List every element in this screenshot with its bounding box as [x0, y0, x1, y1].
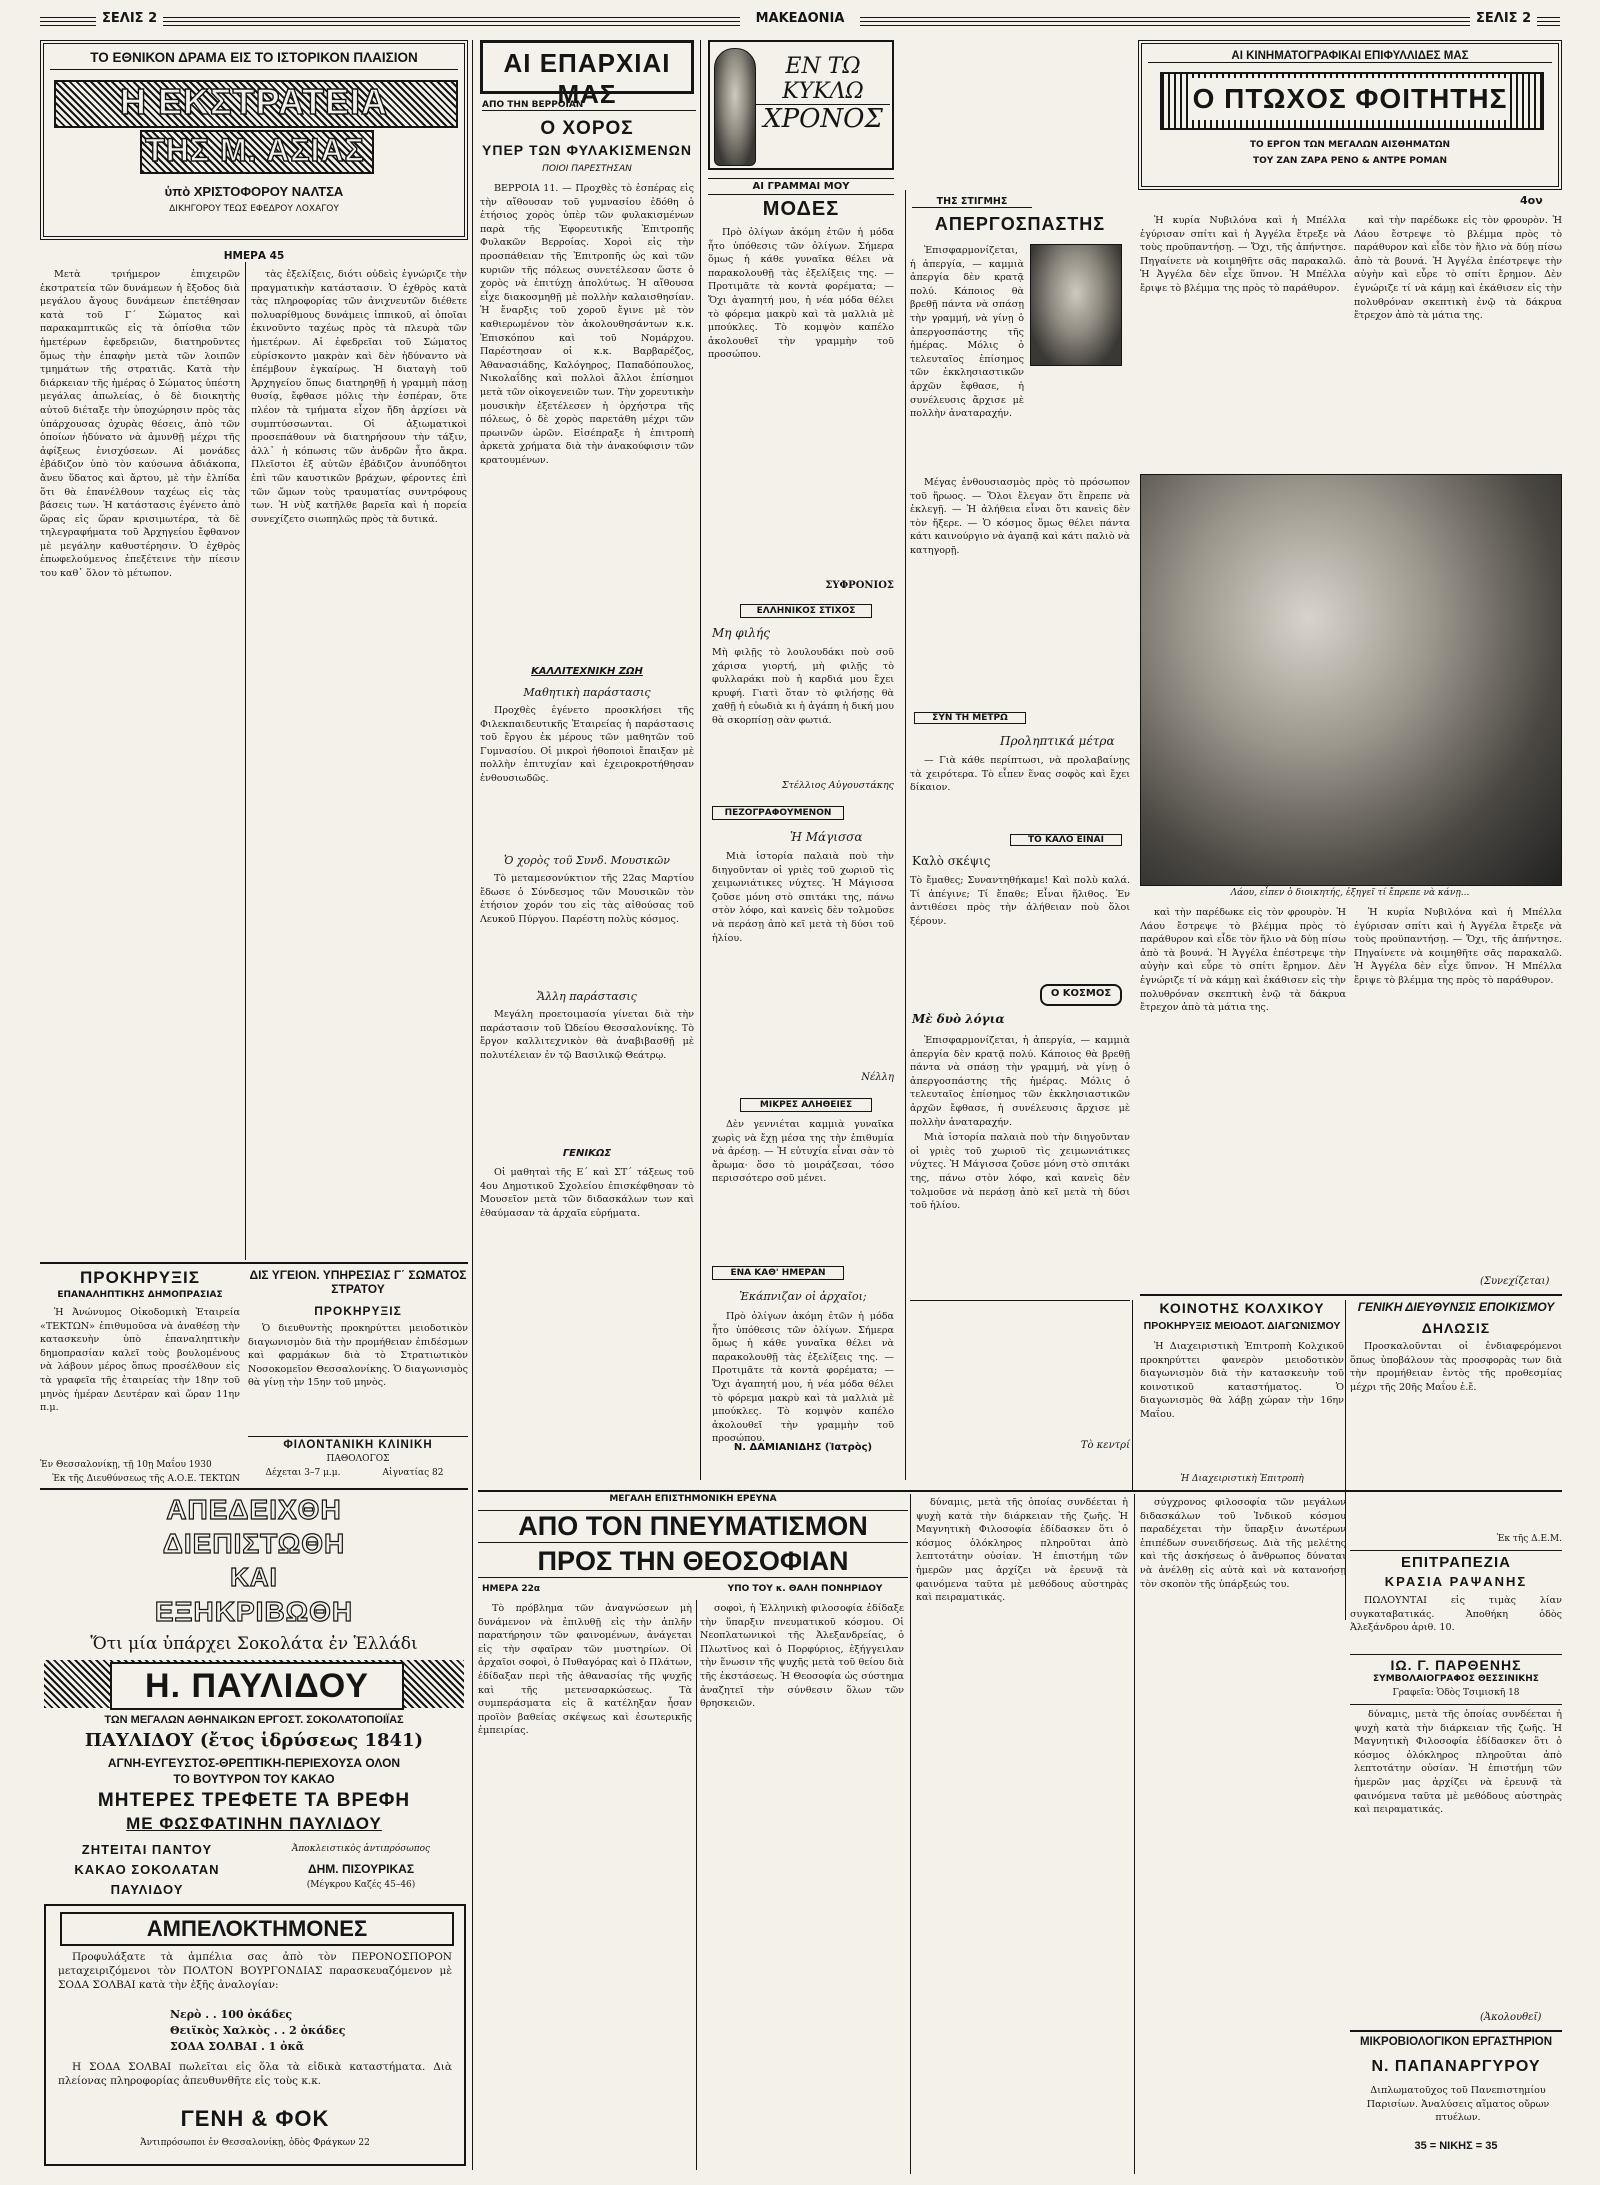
truths-tag: ΜΙΚΡΕΣ ΑΛΗΘΕΙΕΣ	[740, 1098, 872, 1112]
announcement-sign: Ἐκ τῆς Διευθύνσεως τῆς Α.Ο.Ε. ΤΕΚΤΩΝ	[52, 1474, 240, 1484]
health-hours: Δέχεται 3–7 μ.μ.	[265, 1468, 341, 1478]
spirit-title-1: ΑΠΟ ΤΟΝ ΠΝΕΥΜΑΤΙΣΜΟΝ	[478, 1510, 908, 1543]
cinema-kicker: ΑΙ ΚΙΝΗΜΑΤΟΓΡΑΦΙΚΑΙ ΕΠΙΦΥΛΛΙΔΕΣ ΜΑΣ	[1148, 50, 1552, 63]
chocolate-line-3: ΚΑΙ	[230, 1562, 278, 1592]
chocolate-ask-2: ΚΑΚΑΟ ΣΟΚΟΛΑΤΑΝ	[74, 1862, 220, 1877]
cinema-caption: Λάου, εἶπεν ὁ διοικητής, ἐξηγεῖ τί ἔπρεπε νὰ κάνῃ...	[1230, 888, 1470, 898]
magic-text	[712, 850, 894, 1070]
kolchiko-title: ΚΟΙΝΟΤΗΣ ΚΟΛΧΙΚΟΥ	[1159, 1300, 1325, 1316]
supply-text-para: Προσκαλοῦνται οἱ ἐνδιαφερόμενοι ὅπως ὑποβάλουν τὰς προσφορὰς των διὰ τὴν προμήθειαν ἐντὸς τῆς προθεσμίας μέχρι τῆς 20ῆς Μαΐου ἐ.ἔ.	[1350, 1341, 1562, 1393]
chocolate-agent: Ἀποκλειστικὸς ἀντιπρόσωπος	[291, 1844, 431, 1854]
health-office-2: ΠΑΘΟΛΟΓΟΣ	[326, 1454, 390, 1464]
spirit-column-rule-1	[696, 1600, 697, 2170]
kosmos-text	[910, 1034, 1130, 1434]
health-title: ΔΙΣ ΥΓΕΙΟΝ. ΥΠΗΡΕΣΙΑΣ Γ΄ ΣΩΜΑΤΟΣ ΣΤΡΑΤΟΥ	[249, 1268, 467, 1296]
poem-text-para: Μὴ φιλῇς τὸ λουλουδάκι ποὺ σοῦ χάρισα γιορτή, μὴ φιλῇς τὸ φυλλαράκι ποὺ ἡ καρδιά μου ἔχει κρυφή. Γιατὶ ὅταν τὸ φιλήσῃς θὰ χαθῇ ἡ εὐωδιὰ κι ἡ ἀγάπη ἡ δική μου θὰ σκορπίσῃ σὰν φωτιά.	[712, 647, 894, 726]
pharmacy-title: ΜΙΚΡΟΒΙΟΛΟΓΙΚΟΝ ΕΡΓΑΣΤΗΡΙΟΝ	[1359, 2036, 1553, 2048]
magic-signature: Νέλλη	[861, 1072, 894, 1083]
ravani-address: Γραφεῖα: Ὁδὸς Τσιμισκῆ 18	[1392, 1688, 1520, 1698]
cinema-text-col-4-para: Ἡ κυρία Νυβιλόνα καὶ ἡ Μπέλλα ἐγύρισαν σπίτι καὶ ἡ Ἀγγέλα ἔτρεξε νὰ τοὺς προϋπαντήσῃ. — Ὄχι, τῆς ἀπήντησε. Πηγαίνετε νὰ κοιμηθῆτε σᾶς παρακαλῶ. Ἡ Ἀγγέλα δὲν εἶχε ὕπνον. Ἡ Μπέλλα ἔριψε τὸ βλέμμα της πρὸς τὸ παράθυρον.	[1354, 907, 1562, 986]
poem-title: Μη φιλής	[712, 626, 770, 640]
lit-text-4	[480, 1166, 694, 1296]
cinema-text-col-3	[1140, 906, 1346, 1288]
lit-text-2	[480, 872, 694, 982]
stigmi-tag: ΤΗΣ ΣΤΙΓΜΗΣ	[912, 196, 1032, 208]
pharmacy-top-rule	[1350, 2030, 1562, 2032]
right-filler-text-para: δύναμις, μετὰ τῆς ὁποίας συνδέεται ἡ ψυχὴ κατὰ τὴν διάρκειαν τῆς ζωῆς. Ἡ Μαγνητικὴ Φιλοσοφία ἐδίδασκεν ὅτι ὁ κόσμος ὁλόκληρος πληροῦται ἀπὸ λεπτοτάτην οὐσίαν. Ἡ ἐπιστήμη τῶν ἡμερῶν μας ἀρχίζει νὰ ἐρευνᾷ τὰ φαινόμενα ταῦτα μὲ μεθόδους αὐστηρὰς καὶ πειραματικάς.	[1354, 1709, 1562, 1816]
vine-text-para: Προφυλάξατε τὰ ἀμπέλια σας ἀπὸ τὸν ΠΕΡΟΝΟΣΠΟΡΟΝ μεταχειριζόμενοι τὸν ΠΟΛΤΟΝ ΒΟΥΡΓΟΝΔΙΑΣ παρασκευαζόμενον μὲ ΣΟΔΑ ΣΟΛΒΑΙ κατὰ τὴν ἑξῆς ἀναλογίαν:	[58, 1951, 452, 1991]
column-rule-2	[472, 40, 473, 2170]
poem-tag: ΕΛΛΗΝΙΚΟΣ ΣΤΙΧΟΣ	[740, 604, 872, 618]
kolchiko-sub: ΠΡΟΚΗΡΥΞΙΣ ΜΕΙΟΔΟΤ. ΔΙΑΓΩΝΙΣΜΟΥ	[1143, 1320, 1341, 1332]
cinema-still-photo	[1140, 474, 1562, 886]
supply-sign: Ἐκ τῆς Δ.Ε.Μ.	[1496, 1534, 1562, 1544]
kosmos-signature: Τὸ κεντρί	[1080, 1440, 1130, 1451]
spirit-text-col-4	[1140, 1496, 1346, 2172]
magic-title: Ἡ Μάγισσα	[790, 830, 863, 844]
paper-name: ΜΑΚΕΔΟΝΙΑ	[755, 11, 845, 26]
health-text-para: Ὁ διευθυντὴς προκηρύττει μειοδοτικὸν διαγωνισμὸν διὰ τὴν προμήθειαν ἐπιδέσμων καὶ φαρμάκων διὰ τὸ Στρατιωτικὸν Νοσοκομεῖον Θεσσαλονίκης. Ὁ διαγωνισμὸς θὰ γίνῃ τὴν 15ην τοῦ μηνὸς.	[248, 1323, 468, 1389]
health-office: ΦΙΛΟΝΤΑΝΙΚΗ ΚΛΙΝΙΚΗ	[248, 1436, 468, 1451]
chocolate-mothers: ΜΗΤΕΡΕΣ ΤΡΕΦΕΤΕ ΤΑ ΒΡΕΦΗ	[97, 1790, 411, 1811]
announcement-date: Ἐν Θεσσαλονίκῃ, τῇ 10ῃ Μαΐου 1930	[40, 1460, 212, 1470]
vine-text	[58, 1950, 452, 2006]
announcement-text-para: Ἡ Ἀνώνυμος Οἰκοδομικὴ Ἑταιρεία «ΤΕΚΤΩΝ» ἐπιθυμοῦσα νὰ ἀναθέσῃ τὴν κατασκευὴν ὑπὸ ἐπαναληπτικὴν δημοπρασίαν καλεῖ τοὺς βουλομένους νὰ λάβουν μέρος ὅπως προσέλθουν εἰς τὰ γραφεῖα τῆς ἑταιρείας τὴν 18ην τοῦ μηνὸς ἡμέραν Δευτέραν καὶ ὥραν 11ην π.μ.	[40, 1307, 240, 1414]
drama-title-2: ΤΗΣ Μ. ΑΣΙΑΣ	[145, 132, 365, 168]
lit-text-3	[480, 1008, 694, 1138]
chocolate-ask: ΖΗΤΕΙΤΑΙ ΠΑΝΤΟΥ	[81, 1842, 213, 1857]
column-rule-3	[700, 40, 701, 1480]
supply-sub: ΔΗΛΩΣΙΣ	[1421, 1320, 1491, 1336]
cinema-title: Ο ΠΤΩΧΟΣ ΦΟΙΤΗΤΗΣ	[1190, 78, 1510, 120]
kosmos-text-para: Ἐπισφαρμονίζεται, ἡ ἀπεργία, — καμμιὰ ἀπεργία δὲν κρατᾷ πολύ. Κάποιος θὰ βρεθῇ πάντα νὰ σπάσῃ τὴν γραμμή, νὰ γίνῃ ὁ ἀπεργοσπάστης τῆς ἡμέρας. Μόλις ὁ τελευταῖος ἐπίσημος τῶν ἐκκλησιαστικῶν ἀρχῶν ἔφθασε, ἡ συνέλευσις ἄρχισε μὲ πολλὴν ἀναταραχήν.	[910, 1035, 1130, 1128]
right-lower-top-rule	[1140, 1294, 1562, 1296]
ravani-name: ΙΩ. Γ. ΠΑΡΘΕΝΗΣ	[1350, 1654, 1562, 1673]
drama-text-col-1	[40, 268, 240, 1258]
provinces-title-2: ΥΠΕΡ ΤΩΝ ΦΥΛΑΚΙΣΜΕΝΩΝ	[482, 142, 692, 158]
right-col-rule	[1350, 1704, 1562, 1705]
lit-text-3-para: Μεγάλη προετοιμασία γίνεται διὰ τὴν παράστασιν τοῦ Ὠδείου Θεσσαλονίκης. Τὸ ἔργον καλλιτεχνικὸν θὰ ἀναβιβασθῇ μὲ πολυτέλειαν ἐν τῷ Βασιλικῷ Θεάτρῳ.	[480, 1009, 694, 1061]
supply-title: ΓΕΝΙΚΗ ΔΙΕΥΘΥΝΣΙΣ ΕΠΟΙΚΙΣΜΟΥ	[1357, 1300, 1555, 1314]
kolchiko-sign: Ἡ Διαχειριστικὴ Ἐπιτροπὴ	[1180, 1474, 1304, 1484]
woman-text-para: Πρὸ ὀλίγων ἀκόμη ἐτῶν ἡ μόδα ἦτο ὑπόθεσις τῶν ὀλίγων. Σήμερα ὅμως ἡ κάθε γυναῖκα θέλει νὰ παρακολουθῇ τὰς ἐξελίξεις της. — Προτιμᾶτε τὰ κοντὰ φορέματα; — Ὄχι ἀγαπητή μου, ἡ νέα μόδα θέλει τὸ φόρεμα μακρὺ καὶ τὰ μαλλιὰ μὲ μπούκλες. Τὸ κομψὸν καπέλο ἀκολουθεῖ τὴν γραμμὴν τοῦ προσώπου.	[708, 227, 894, 361]
chocolate-agent-2: ΔΗΜ. ΠΙΣΟΥΡΙΚΑΣ	[307, 1862, 415, 1876]
page-number-right: ΣΕΛΙΣ 2	[1470, 11, 1537, 26]
provinces-sub: ΠΟΙΟΙ ΠΑΡΕΣΤΗΣΑΝ	[542, 164, 632, 174]
spirit-text-col-4-para: σύγχρονος φιλοσοφία τῶν μεγάλων διδασκάλων τοῦ Ἰνδικοῦ κόσμου παραδέχεται τὴν ὕπαρξιν ἀνωτέρων ἐπιπέδων συνειδήσεως. Διὰ τῆς μελέτης καὶ τῆς ἀσκήσεως ὁ ἄνθρωπος δύναται νὰ ἀνέλθῃ εἰς αὐτὰ καὶ νὰ κατανοήσῃ τὸν σκοπὸν τῆς ὑπάρξεώς του.	[1140, 1497, 1346, 1590]
spirit-title-2: ΠΡΟΣ ΤΗΝ ΘΕΟΣΟΦΙΑΝ	[478, 1546, 908, 1578]
spirit-text-col-2-para: σοφοὶ, ἡ Ἑλληνικὴ φιλοσοφία ἐδίδαξε τὴν ὕπαρξιν πνευματικοῦ κόσμου. Οἱ Νεοπλατωνικοὶ τῆς Ἀλεξανδρείας, ὁ Πλωτῖνος καὶ ὁ Πορφύριος, ἐξήγγειλαν τὴν ἕνωσιν τῆς ψυχῆς μετὰ τοῦ θείου διὰ τῆς ἐκστάσεως. Ἡ Θεοσοφία ὡς σύστημα ἀναζητεῖ τὴν σύνθεσιν ὅλων τῶν θρησκειῶν.	[700, 1603, 904, 1710]
cinema-sub-1: ΤΟ ΕΡΓΟΝ ΤΩΝ ΜΕΓΑΛΩΝ ΑΙΣΘΗΜΑΤΩΝ	[1249, 140, 1451, 150]
chocolate-line-5: Ὅτι μία ὑπάρχει Σοκολάτα ἐν Ἑλλάδι	[90, 1634, 418, 1654]
vine-recipe-2: Θειϊκὸς Χαλκὸς . . 2 ὀκάδες	[170, 2024, 346, 2037]
stigmi-text	[910, 244, 1024, 474]
vine-agent: Ἀντιπρόσωποι ἐν Θεσσαλονίκῃ, ὁδὸς Φράγκων 22	[140, 2138, 370, 2148]
column-rule-1	[245, 250, 246, 1260]
health-text	[248, 1322, 468, 1432]
health-sub: ΠΡΟΚΗΡΥΞΙΣ	[314, 1304, 402, 1318]
skepsis-text	[910, 874, 1130, 974]
chocolate-line-2: ΔΙΕΠΙΣΤΩΘΗ	[162, 1528, 346, 1559]
lit-subtitle-4: ΓΕΝΙΚΩΣ	[562, 1148, 612, 1159]
woman-text	[708, 226, 894, 576]
chocolate-since: ΠΑΥΛΙΔΟΥ (ἔτος ἱδρύσεως 1841)	[84, 1730, 424, 1751]
announcement-text	[40, 1306, 240, 1456]
vine-firm: ΓΕΝΗ & ΦΟΚ	[180, 2106, 330, 2131]
vine-recipe-3: ΣΟΔΑ ΣΟΛΒΑΙ . 1 ὀκᾶ	[170, 2040, 305, 2053]
ravani-role: ΣΥΜΒΟΛΑΙΟΓΡΑΦΟΣ ΘΕΣΣΙΝΙΚΗΣ	[1373, 1674, 1539, 1684]
skepsis-text-para: Τὸ ἔμαθες; Συναντηθήκαμε! Καὶ πολὺ καλά. Τί ἀπέγινε; Τί ἔπαθε; Εἶναι ἥλιθος. Ἐν ἀντιθέσει πρὸς τὴν ἀλήθειαν ποὺ ὅλοι ξέρουν.	[910, 875, 1130, 927]
chocolate-phosphatine: ΜΕ ΦΩΣΦΑΤΙΝΗΝ ΠΑΥΛΙΔΟΥ	[126, 1814, 382, 1833]
chocolate-agent-3: (Μέγκρου Καζές 45–46)	[306, 1880, 416, 1890]
lit-text	[480, 704, 694, 844]
cinema-text-col-2	[1354, 214, 1562, 468]
woman-logo-face-icon	[714, 48, 756, 166]
spirit-byline: ΥΠΟ ΤΟΥ κ. ΘΑΛΗ ΠΟΝΗΡΙΔΟΥ	[727, 1584, 883, 1594]
prolipsi-tag: ΣΥΝ ΤΗ ΜΕΤΡΩ	[914, 712, 1026, 724]
kosmos-text-para-2: Μιὰ ἱστορία παλαιὰ ποὺ τὴν διηγοῦνταν οἱ γριὲς τοῦ χωριοῦ τὶς χειμωνιάτικες νύχτες. Ἡ Μάγισσα ζοῦσε μόνη στὸ σπιτάκι της, πάνω στὸν λόφο, καὶ κανεὶς δὲν τολμοῦσε νὰ περάσῃ ἀπὸ κεῖ μετὰ τὴ δύσι τοῦ ἡλίου.	[910, 1132, 1130, 1212]
drama-byline: ὑπὸ ΧΡΙΣΤΟΦΟΡΟΥ ΝΑΛΤΣΑ	[164, 184, 344, 199]
truths-text	[712, 1118, 894, 1258]
spirit-end: (Ἀκολουθεῖ)	[1480, 2012, 1542, 2023]
supply-text	[1350, 1340, 1562, 1530]
column-rule-5	[1132, 1300, 1133, 1490]
column-rule-4	[905, 190, 906, 1480]
masthead-bar-right	[860, 14, 1560, 26]
naval-box	[910, 1300, 1130, 1301]
drama-text-col-1-para: Μετὰ τριήμερον ἐπιχειρῶν ἐκστρατεία τῶν δυνάμεων ἡ ἔξοδος διὰ μεγάλου ἄγους δυνάμεων ἐπετέθησαν κατὰ τοῦ Γ΄ Σώματος καὶ παρακαμπτικῶς εἰς τὰ ὀπίσθια τῶν ἡμετέρων ἐφεδρειῶν, διατηροῦντες ὅμως τὴν ἐπαφὴν μετὰ τῶν λοιπῶν τμημάτων τῆς στρατιᾶς. Κατὰ τὴν διάρκειαν τῆς ἡμέρας ὁ Σώματος ὑπέστη μεγάλας ἀπωλείας, ὁ δὲ διοικητὴς αὐτοῦ διέταξε τὴν ὑποχώρησιν πρὸς τὰς ὑπάρχουσας ὀχυρὰς θέσεις, ἀπὸ τῶν ὁποίων ἠδύνατο νὰ ἀμυνθῇ μέχρι τῆς ἀφίξεως ἐνισχύσεων. Αἱ μονάδες ἐβάδιζον ὑπὸ τὸν καύσωνα ἀδιάκοπα, ἄνευ ὕδατος καὶ ἄρτου, μὲ τὴν ἐλπίδα ὅτι θὰ ἐπανέλθουν ταχέως εἰς τὰς βάσεις των. Ἡ κατάστασις ἐγένετο ἀπὸ ὥρας εἰς ὥραν κρισιμωτέρα, τὰ δὲ τηλεγραφήματα τοῦ Ἀρχηγείου ἔφθανον μὲ μεγάλην καθυστέρησιν. Ὁ ἐχθρὸς ἐπωφελούμενος ἐπεξέτεινε τὴν πίεσιν του καθ᾿ ὅλον τὸ μέτωπον.	[40, 269, 240, 580]
lit-subtitle-3: Ἄλλη παράστασις	[537, 990, 637, 1003]
kath-tag: ΕΝΑ ΚΑΘ' ΗΜΕΡΑΝ	[712, 1266, 844, 1280]
magic-text-para: Μιὰ ἱστορία παλαιὰ ποὺ τὴν διηγοῦνταν οἱ γριὲς τοῦ χωριοῦ τὶς χειμωνιάτικες νύχτες. Ἡ Μάγισσα ζοῦσε μόνη στὸ σπιτάκι της, πάνω στὸν λόφο, καὶ κανεὶς δὲν τολμοῦσε νὰ περάσῃ ἀπὸ κεῖ μετὰ τὴ δύσι τοῦ ἡλίου.	[712, 851, 894, 944]
skepsis-title: Καλὸ σκέψις	[912, 854, 991, 868]
chocolate-factory: ΤΩΝ ΜΕΓΑΛΩΝ ΑΘΗΝΑΙΚΩΝ ΕΡΓΟΣΤ. ΣΟΚΟΛΑΤΟΠΟΙΪΑΣ	[104, 1714, 404, 1726]
stigmi-portrait-image	[1030, 244, 1122, 366]
ravani-title: ΕΠΙΤΡΑΠΕΖΙΑ	[1401, 1554, 1511, 1571]
prolipsi-text	[910, 754, 1130, 824]
announcement-title: ΠΡΟΚΗΡΥΞΙΣ	[80, 1268, 200, 1287]
kath-text	[712, 1310, 894, 1445]
truths-signature: Ν. ΔΑΜΙΑΝΙΔΗΣ (Ἰατρὸς)	[733, 1442, 873, 1453]
kosmos-tag: Ο ΚΟΣΜΟΣ	[1050, 988, 1112, 999]
spirit-text-col-3	[916, 1496, 1128, 2172]
provinces-header: ΑΙ ΕΠΑΡΧΙΑΙ ΜΑΣ	[503, 48, 671, 109]
provinces-text	[480, 182, 694, 652]
woman-tag: ΑΙ ΓΡΑΜΜΑΙ ΜΟΥ	[708, 178, 894, 195]
cinema-text-col-3-para: καὶ τὴν παρέδωκε εἰς τὸν φρουρὸν. Ἡ Λάου ἔστρεψε τὸ βλέμμα πρὸς τὸ παράθυρον καὶ εἶδε τὸν ἥλιο νὰ δύῃ πίσω ἀπὸ τὰ βουνά. Ἡ Ἀγγέλα ἐπέστρεψε τὴν αὐγὴν καὶ εὗρε τὸ σπίτι ἔρημον. Δὲν ἐγνώριζε τί νὰ κάμῃ καὶ ἐκάθισεν εἰς τὴν πολυθρόναν σκεπτικὴ ἐνῷ τὰ δάκρυα ἔτρεχον ἀπὸ τὰ μάτια της.	[1140, 907, 1346, 1014]
pharmacy-name: Ν. ΠΑΠΑΝΑΡΓΥΡΟΥ	[1371, 2058, 1541, 2075]
ravani-text-para: ΠΩΛΟΥΝΤΑΙ εἰς τιμὰς λίαν συγκαταβατικάς. Ἀποθήκη ὁδὸς Ἀλεξάνδρου ἀριθ. 10.	[1350, 1595, 1562, 1634]
poem-signature: Στέλλιος Αὐγουστάκης	[781, 780, 894, 791]
spirit-text-col-2	[700, 1602, 904, 2172]
ravani-text	[1350, 1594, 1562, 1650]
spirit-kicker: ΜΕΓΑΛΗ ΕΠΙΣΤΗΜΟΝΙΚΗ ΕΡΕΥΝΑ	[609, 1494, 777, 1504]
lit-tag: ΚΑΛΛΙΤΕΧΝΙΚΗ ΖΩΗ	[531, 666, 643, 677]
woman-title: ΜΟΔΕΣ	[762, 198, 840, 220]
woman-signature: ΣΥΦΡΟΝΙΟΣ	[825, 580, 894, 591]
kath-title: Ἐκάπνιζαν οἱ ἀρχαῖοι;	[739, 1290, 867, 1303]
prolipsi-text-para: — Γιὰ κάθε περίπτωσι, νὰ προλαβαίνῃς τὰ χειρότερα. Τὸ εἶπεν ἕνας σοφὸς καὶ ἔχει δίκαιον.	[910, 755, 1130, 794]
cinema-text-col-1-para: Ἡ κυρία Νυβιλόνα καὶ ἡ Μπέλλα ἐγύρισαν σπίτι καὶ ἡ Ἀγγέλα ἔτρεξε νὰ τοὺς προϋπαντήσῃ. — Ὄχι, τῆς ἀπήντησε. Πηγαίνετε νὰ κοιμηθῆτε σᾶς παρακαλῶ. Ἡ Ἀγγέλα δὲν εἶχε ὕπνον. Ἡ Μπέλλα ἔριψε τὸ βλέμμα της πρὸς τὸ παράθυρον.	[1140, 215, 1346, 294]
skepsis-tag: ΤΟ ΚΑΛΟ ΕΙΝΑΙ	[1010, 834, 1122, 846]
health-address: Αἰγνατίας 82	[382, 1468, 444, 1478]
chocolate-desc-2: ΤΟ ΒΟΥΤΥΡΟΝ ΤΟΥ ΚΑΚΑΟ	[173, 1772, 335, 1786]
cinema-sub-2: ΤΟΥ ΖΑΝ ΖΑΡΑ ΡΕΝΟ & ΑΝΤΡΕ ΡΟΜΑΝ	[1252, 156, 1448, 166]
cinema-text-col-2-para: καὶ τὴν παρέδωκε εἰς τὸν φρουρὸν. Ἡ Λάου ἔστρεψε τὸ βλέμμα πρὸς τὸ παράθυρον καὶ εἶδε τὸν ἥλιο νὰ δύῃ πίσω ἀπὸ τὰ βουνά. Ἡ Ἀγγέλα ἐπέστρεψε τὴν αὐγὴν καὶ εὗρε τὸ σπίτι ἔρημον. Δὲν ἐγνώριζε τί νὰ κάμῃ καὶ ἐκάθισεν εἰς τὴν πολυθρόναν σκεπτικὴ ἐνῷ τὰ δάκρυα ἔτρεχον ἀπὸ τὰ μάτια της.	[1354, 215, 1562, 322]
spirit-text-col-1-para: Τὸ πρόβλημα τῶν ἀναγνώσεων μὴ δυνάμενον νὰ ἐπιλυθῇ εἰς τὴν ἁπλῆν παρατήρησιν τῶν φαινομένων, ἀνάγεται εἰς τὴν σφαῖραν τῶν μυστηρίων. Οἱ ἀρχαῖοι σοφοὶ, ὁ Πυθαγόρας καὶ ὁ Πλάτων, ἐδίδαξαν περὶ τῆς ἀθανασίας τῆς ψυχῆς καὶ τῆς μετενσαρκώσεως. Τὰ συμπεράσματα εἰς ἃ κατέληξαν ἦσαν προϊὸν βαθείας σκέψεως καὶ ἐσωτερικῆς ἐμπειρίας.	[478, 1603, 692, 1737]
page-number-left: ΣΕΛΙΣ 2	[96, 11, 163, 26]
stigmi-text-2-para: Μέγας ἐνθουσιασμὸς πρὸς τὸ πρόσωπον τοῦ ἥρωος. — Ὅλοι ἔλεγαν ὅτι ἔπρεπε νὰ ἐκλεγῇ. — Ἡ ἀλήθεια εἶναι ὅτι κανεὶς δὲν τὸν ἤξερε. — Ὁ κόσμος ὅμως θέλει πάντα κάτι καινούργιο νὰ ἀγαπᾷ καὶ κάτι παλιὸ νὰ κατηγορῇ.	[910, 477, 1130, 556]
spirit-column-rule-3	[1134, 1494, 1135, 2174]
chocolate-top-rule	[40, 1488, 468, 1490]
poem-text	[712, 646, 894, 776]
vine-note-para: Η ΣΟΔΑ ΣΟΛΒΑΙ πωλεῖται εἰς ὅλα τὰ εἰδικὰ καταστήματα. Διὰ πλείονας πληροφορίας ἀπευθυνθῆτε εἰς τοὺς κ.κ.	[58, 2061, 452, 2087]
right-filler-text	[1354, 1708, 1562, 2008]
kath-text-para: Πρὸ ὀλίγων ἀκόμη ἐτῶν ἡ μόδα ἦτο ὑπόθεσις τῶν ὀλίγων. Σήμερα ὅμως ἡ κάθε γυναῖκα θέλει νὰ παρακολουθῇ τὰς ἐξελίξεις της. — Προτιμᾶτε τὰ κοντὰ φορέματα; — Ὄχι ἀγαπητή μου, ἡ νέα μόδα θέλει τὸ φόρεμα μακρὺ καὶ τὰ μαλλιὰ μὲ μπούκλες. Τὸ κομψὸν καπέλο ἀκολουθεῖ τὴν γραμμὴν τοῦ προσώπου.	[712, 1311, 894, 1445]
cinema-text-col-1	[1140, 214, 1346, 468]
vine-title: ΑΜΠΕΛΟΚΤΗΜΟΝΕΣ	[60, 1912, 454, 1946]
prolipsi-title: Προληπτικά μέτρα	[1000, 734, 1115, 748]
pharmacy-text-para: Διπλωματοῦχος τοῦ Πανεπιστημίου Παρισίων. Ἀναλύσεις αἵματος οὔρων πτυέλων.	[1366, 2085, 1550, 2124]
drama-day: ΗΜΕΡΑ 45	[54, 250, 454, 262]
vine-note	[58, 2060, 452, 2100]
chocolate-brand: Η. ΠΑΥΛΙΔΟΥ	[110, 1662, 404, 1710]
chocolate-ask-3: ΠΑΥΛΙΔΟΥ	[110, 1882, 184, 1897]
stigmi-text-para: Ἐπισφαρμονίζεται, ἡ ἀπεργία, — καμμιὰ ἀπεργία δὲν κρατᾷ πολύ. Κάποιος θὰ βρεθῇ πάντα νὰ σπάσῃ τὴν γραμμή, νὰ γίνῃ ὁ ἀπεργοσπάστης τῆς ἡμέρας. Μόλις ὁ τελευταῖος ἐπίσημος τῶν ἐκκλησιαστικῶν ἀρχῶν ἔφθασε, ἡ συνέλευσις ἄρχισε μὲ πολλὴν ἀναταραχήν.	[910, 245, 1024, 420]
drama-author-role: ΔΙΚΗΓΟΡΟΥ ΤΕΩΣ ΕΦΕΔΡΟΥ ΛΟΧΑΓΟΥ	[169, 204, 339, 214]
drama-text-col-2	[251, 268, 467, 1258]
provinces-title-1: Ο ΧΟΡΟΣ	[540, 118, 634, 139]
cinema-end: (Συνεχίζεται)	[1480, 1276, 1550, 1287]
provinces-text-para: ΒΕΡΡΟΙΑ 11. — Προχθὲς τὸ ἑσπέρας εἰς τὴν αἴθουσαν τοῦ γυμνασίου ἐδόθη ὁ ἐτήσιος χορὸς ὑπὲρ τῶν φυλακισμένων παρὰ τῆς Ἐφορευτικῆς Ἐπιτροπῆς Φυλακῶν Βερροίας. Χοροὶ εἰς τὴν προσπάθειαν τῆς Ἐπιτροπῆς ὡς καὶ τῶν κυριῶν τῆς πόλεως συνετέλεσαν ὥστε ὁ χορὸς νὰ ἐπιτύχῃ ἀπολύτως. Ἡ αἴθουσα εἶχε διακοσμηθῇ μὲ πολλὴν καλαισθησίαν. Ἡ ἔναρξις τοῦ χοροῦ ἔγινε μὲ τὸν καθιερωμένον τὸν ἀκολουθησάντων κ.κ. Ἐπισκόπου καὶ τοῦ Νομάρχου. Παρέστησαν οἱ κ.κ. Βαρβαρέζος, Ἀθανασιάδης, Καλόγηρος, Παπαδόπουλος, Νικολαΐδης καὶ πολλοὶ ἄλλοι ἐπίσημοι μετὰ τῶν οἰκογενειῶν των. Τὴν χορευτικὴν μουσικὴν ἐξετέλεσεν ἡ ὀρχήστρα τῆς πόλεως, ὁ δὲ χορὸς παρετάθη μέχρι τῶν πρωινῶν ὡρῶν. Εἰσέπραξε ἡ ἐπιτροπὴ ἀρκετὰ χρήματα διὰ τὴν ἀνακούφισιν τῶν κρατουμένων.	[480, 183, 694, 466]
cinema-day: 4ον	[1520, 194, 1543, 207]
drama-title-1: Η ΕΚΣΤΡΑΤΕΙΑ	[120, 81, 388, 122]
chocolate-desc-1: ΑΓΝΗ-ΕΥΓΕΥΣΤΟΣ-ΘΡΕΠΤΙΚΗ-ΠΕΡΙΕΧΟΥΣΑ ΟΛΟΝ	[107, 1756, 401, 1770]
cinema-text-col-4	[1354, 906, 1562, 1272]
lit-subtitle-2: Ὁ χορὸς τοῦ Συνδ. Μουσικῶν	[504, 854, 670, 867]
pharmacy-text	[1354, 2084, 1562, 2134]
stigmi-text-2	[910, 476, 1130, 700]
drama-kicker: ΤΟ ΕΘΝΙΚΟΝ ΔΡΑΜΑ ΕΙΣ ΤΟ ΙΣΤΟΡΙΚΟΝ ΠΛΑΙΣΙΟΝ	[50, 50, 458, 70]
provinces-from: ΑΠΟ ΤΗΝ ΒΕΡΡΟΙΑΝ	[482, 100, 696, 111]
vine-recipe-1: Νερὸ . . 100 ὀκάδες	[170, 2008, 293, 2021]
spirit-text-col-3-para: δύναμις, μετὰ τῆς ὁποίας συνδέεται ἡ ψυχὴ κατὰ τὴν διάρκειαν τῆς ζωῆς. Ἡ Μαγνητικὴ Φιλοσοφία ἐδίδασκεν ὅτι ὁ κόσμος ὁλόκληρος πληροῦται ἀπὸ λεπτοτάτην οὐσίαν. Ἡ ἐπιστήμη τῶν ἡμερῶν μας ἀρχίζει νὰ ἐρευνᾷ τὰ φαινόμενα ταῦτα μὲ μεθόδους αὐστηρὰς καὶ πειραματικάς.	[916, 1497, 1128, 1604]
spirit-day: ΗΜΕΡΑ 22α	[482, 1584, 541, 1594]
woman-logo-title-1: ΕΝ ΤΩ ΚΥΚΛΩ	[756, 54, 890, 105]
kosmos-title: Μὲ δυὸ λόγια	[912, 1012, 1005, 1026]
lit-text-2-para: Τὸ μεταμεσονύκτιον τῆς 22ας Μαρτίου ἔδωσε ὁ Σύνδεσμος τῶν Μουσικῶν τὸν ἐτήσιον χορόν του εἰς τὰς αἰθούσας τοῦ Λευκοῦ Πύργου. Παρέστη πολὺς κόσμος.	[480, 873, 694, 925]
lit-text-para: Προχθὲς ἐγένετο προσκλήσει τῆς Φιλεκπαιδευτικῆς Ἑταιρείας ἡ παράστασις τοῦ ἔργου ἐκ μέρους τῶν μαθητῶν τοῦ Γυμνασίου. Οἱ μικροὶ ἠθοποιοὶ ἔπαιξαν μὲ πολλὴν ἐπιτυχίαν καὶ ἐχειροκροτήθησαν ἐνθουσιωδῶς.	[480, 705, 694, 784]
lit-text-4-para: Οἱ μαθηταὶ τῆς Ε΄ καὶ ΣΤ΄ τάξεως τοῦ 4ου Δημοτικοῦ Σχολείου ἐπισκέφθησαν τὸ Μουσεῖον μετὰ τῶν διδασκάλων των καὶ ἐθαύμασαν τὰ ἀρχαῖα εὑρήματα.	[480, 1167, 694, 1219]
stigmi-title: ΑΠΕΡΓΟΣΠΑΣΤΗΣ	[934, 214, 1106, 234]
kolchiko-text-para: Ἡ Διαχειριστικὴ Ἐπιτροπὴ Κολχικοῦ προκηρύττει φανερὸν μειοδοτικὸν διαγωνισμὸν διὰ τὴν κατασκευὴν τοῦ κοινοτικοῦ καταστήματος. Ὁ διαγωνισμὸς θὰ λάβῃ χώραν τὴν 16ην Μαΐου.	[1140, 1341, 1344, 1420]
lower-left-rule	[40, 1262, 468, 1264]
announcement-sub: ΕΠΑΝΑΛΗΠΤΙΚΗΣ ΔΗΜΟΠΡΑΣΙΑΣ	[57, 1290, 223, 1300]
drama-text-col-2-para: τὰς ἐξελίξεις, διότι οὐδεὶς ἐγνώριζε τὴν πραγματικὴν κατάστασιν. Ὁ ἐχθρὸς κατὰ τὰς πληροφορίας τῶν ἀνιχνευτῶν διέθετε πολυαρίθμους δυνάμεις ἱππικοῦ, αἱ ὁποῖαι ἐκινοῦντο ταχέως πρὸς τὰ πλευρὰ τῶν ἡμετέρων. Αἱ ἐφεδρεῖαι τοῦ Σώματος εὑρίσκοντο μακρὰν καὶ δὲν ἠδύναντο νὰ ἐπέμβουν ἐγκαίρως. Ἡ διαταγὴ τοῦ Ἀρχηγείου ὅπως διατηρηθῇ ἡ γραμμὴ πάσῃ θυσίᾳ, ἔφθασε μόλις τὴν ἑσπέραν, ὅτε πλέον τὰ τμήματα εἶχον ἤδη ἀρχίσει νὰ συμπτύσσωνται. Οἱ ἀξιωματικοὶ προσεπάθουν νὰ διατηρήσουν τὴν τάξιν, ἀλλ᾿ ἡ κόπωσις τῶν ἀνδρῶν ἦτο ἄκρα. Πλεῖστοι ἐξ αὐτῶν ἐβάδιζον ἀνυπόδητοι ἐπὶ τῶν καυστικῶν βράχων, φέροντες ἐπὶ τῶν ὤμων τοὺς τραυματίας συντρόφους των. Ἡ νὺξ κατῆλθε βαρεῖα καὶ ἡ πορεία συνεχίζετο σιωπηλῶς πρὸς τὰ δυτικά.	[251, 269, 467, 525]
ravani-top-rule	[1350, 1550, 1562, 1551]
pharmacy-address: 35 = ΝΙΚΗΣ = 35	[1414, 2140, 1498, 2152]
ravani-sub: ΚΡΑΣΙΑ ΡΑΨΑΝΗΣ	[1384, 1574, 1528, 1589]
kolchiko-text	[1140, 1340, 1344, 1470]
chocolate-line-1: ΑΠΕΔΕΙΧΘΗ	[166, 1494, 342, 1525]
chocolate-line-4: ΕΞΗΚΡΙΒΩΘΗ	[154, 1596, 354, 1627]
spirit-column-rule-2	[910, 1494, 911, 2174]
truths-text-para: Δὲν γεννιέται καμμιὰ γυναῖκα χωρὶς νὰ ἔχῃ μέσα της τὴν ἐπιθυμία νὰ ἀρέσῃ. — Ἡ εὐτυχία εἶναι σὰν τὸ ἄρωμα· ὅσο τὸ μοιράζεσαι, τόσο περισσότερο σοῦ μένει.	[712, 1119, 894, 1185]
spirit-text-col-1	[478, 1602, 692, 2172]
lit-title: Μαθητικὴ παράστασις	[523, 686, 651, 699]
magic-tag: ΠΕΖΟΓΡΑΦΟΥΜΕΝΟΝ	[712, 806, 844, 820]
woman-logo-title-2: ΧΡΟΝΟΣ	[763, 104, 883, 134]
